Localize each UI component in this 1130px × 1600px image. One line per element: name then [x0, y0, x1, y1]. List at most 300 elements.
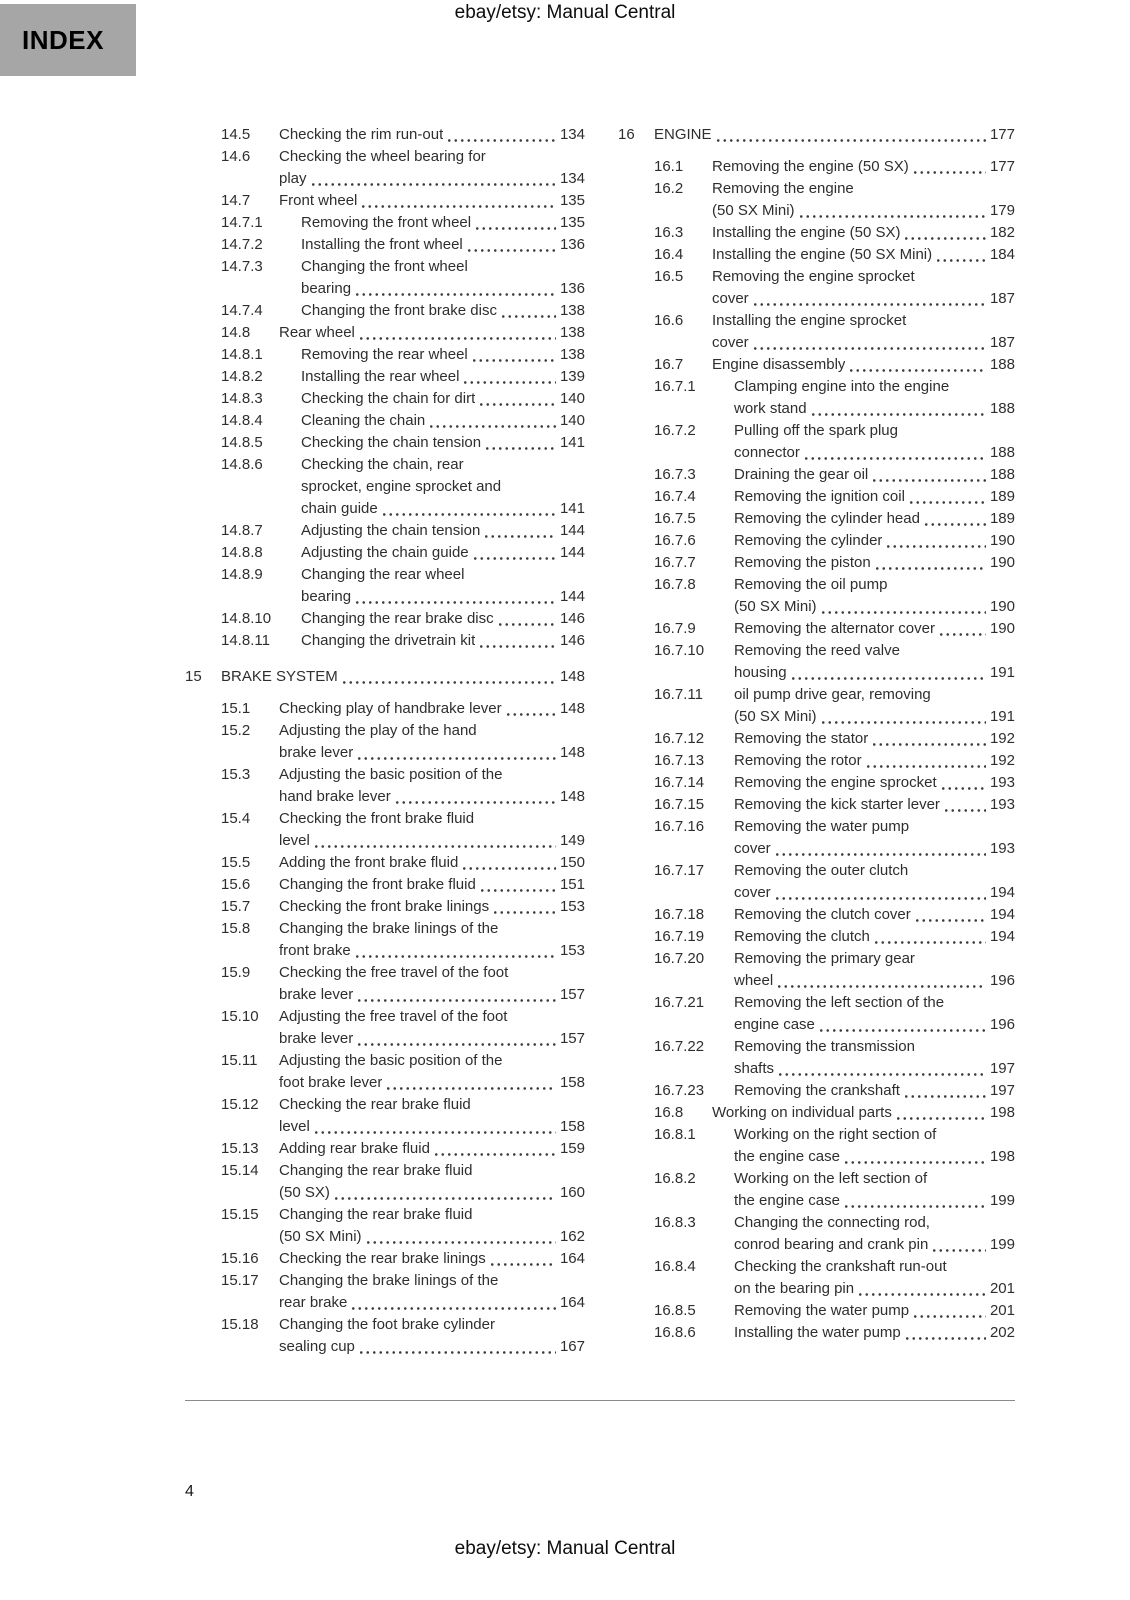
toc-entry-page: 140: [559, 412, 585, 429]
toc-entry-number: 16.7.7: [654, 554, 696, 571]
toc-entry: [221, 322, 585, 344]
toc-entry-title-line: [734, 706, 1015, 728]
toc-entry-title-block: [301, 608, 585, 630]
toc-entry-title-block: [734, 1256, 1015, 1300]
toc-entry-page: 144: [559, 544, 585, 561]
toc-entry-title-line: Checking the chain, rear: [301, 456, 464, 473]
toc-entry-page: 188: [989, 444, 1015, 461]
dot-leader: [752, 347, 986, 350]
toc-entry-title-block: [279, 1314, 585, 1358]
toc-entry-number: 15.12: [221, 1096, 259, 1113]
toc-entry-title: Adjusting the chain guide: [301, 544, 469, 561]
dot-leader: [356, 999, 556, 1002]
toc-entry-title-line: [279, 896, 585, 918]
toc-entry-title-line: [734, 750, 1015, 772]
toc-entry-number: 16.3: [654, 224, 684, 241]
toc-entry-title: Checking the chain for dirt: [301, 390, 476, 407]
toc-entry-title-block: [734, 794, 1015, 816]
toc-entry-number: 16.7.5: [654, 510, 696, 527]
dot-leader: [394, 801, 556, 804]
toc-entry-title-line: [301, 586, 585, 608]
toc-entry-number: 15.15: [221, 1206, 259, 1223]
toc-entry-title-line: [301, 410, 585, 432]
dot-leader: [752, 303, 986, 306]
toc-entry-number: 16.7.21: [654, 994, 705, 1011]
dot-leader: [492, 911, 556, 914]
toc-entry-number: 16.7.6: [654, 532, 696, 549]
toc-entry-title-line: [279, 1138, 585, 1160]
toc-entry-title-line: [279, 168, 585, 190]
dot-leader: [935, 259, 986, 262]
dot-leader: [505, 713, 556, 716]
toc-entry-page: 192: [989, 752, 1015, 769]
toc-entry-title-line: [734, 1058, 1015, 1080]
toc-entry-title-line: [734, 772, 1015, 794]
toc-entry-title-line: [301, 630, 585, 652]
toc-entry-title: Checking the chain tension: [301, 434, 482, 451]
toc-entry-number: 14.8.7: [221, 522, 263, 539]
dot-leader: [820, 721, 986, 724]
toc-entry-title-line: [279, 1226, 585, 1248]
toc-entry-title-line: [712, 244, 1015, 266]
toc-entry-title-block: [279, 1050, 585, 1094]
toc-entry: [654, 1036, 1015, 1080]
toc-entry-page: 162: [559, 1228, 585, 1245]
toc-entry-title-line: Checking the front brake fluid: [279, 810, 475, 827]
toc-entry-title-block: [301, 564, 585, 608]
page-number: 4: [185, 1483, 194, 1500]
toc-entry-title-line: Adjusting the free travel of the foot: [279, 1008, 508, 1025]
toc-entry-number: 14.8: [221, 324, 251, 341]
toc-entry-page: 148: [559, 700, 585, 717]
dot-leader: [484, 447, 556, 450]
toc-entry-title-line: [734, 1146, 1015, 1168]
toc-entry-title: housing: [734, 664, 787, 681]
toc-entry-title-block: [301, 542, 585, 564]
toc-entry: [221, 918, 585, 962]
toc-entry-number: 14.8.8: [221, 544, 263, 561]
dot-leader: [350, 1307, 556, 1310]
toc-entry-title: shafts: [734, 1060, 775, 1077]
toc-entry-page: 134: [559, 126, 585, 143]
toc-entry-page: 164: [559, 1250, 585, 1267]
toc-entry-page: 164: [559, 1294, 585, 1311]
dot-leader: [715, 139, 986, 142]
toc-entry: [221, 234, 585, 256]
toc-entry: [221, 564, 585, 608]
toc-entry-page: 198: [989, 1104, 1015, 1121]
toc-entry-title-block: [734, 420, 1015, 464]
dot-leader: [843, 1205, 986, 1208]
toc-entry-title: Checking play of handbrake lever: [279, 700, 502, 717]
toc-entry-title-block: [301, 344, 585, 366]
toc-entry-number: 16.7.14: [654, 774, 705, 791]
toc-entry-title-line: Changing the brake linings of the: [279, 1272, 499, 1289]
dot-leader: [943, 809, 986, 812]
toc-entry: [221, 1270, 585, 1314]
dot-leader: [313, 1131, 556, 1134]
toc-entry: [221, 1050, 585, 1094]
toc-entry-title-line: [301, 432, 585, 454]
toc-entry: [221, 720, 585, 764]
toc-entry-title: front brake: [279, 942, 351, 959]
toc-entry-page: 160: [559, 1184, 585, 1201]
toc-entry-page: 198: [989, 1148, 1015, 1165]
toc-entry-title-line: Removing the transmission: [734, 1038, 915, 1055]
toc-entry-title: (50 SX Mini): [734, 598, 817, 615]
toc-entry-title-line: Working on the left section of: [734, 1170, 928, 1187]
toc-entry-number: 14.5: [221, 126, 251, 143]
toc-entry-title: BRAKE SYSTEM: [221, 668, 338, 685]
toc-entry-title-line: [712, 354, 1015, 376]
dot-leader: [479, 889, 556, 892]
dot-leader: [471, 359, 556, 362]
toc-entry: [221, 1204, 585, 1248]
dot-leader: [914, 919, 986, 922]
toc-entry-title-line: [301, 498, 585, 520]
toc-entry-title-line: Changing the connecting rod,: [734, 1214, 930, 1231]
toc-entry-title: Removing the kick starter lever: [734, 796, 940, 813]
toc-entry: [221, 874, 585, 896]
toc-entry-title: level: [279, 832, 310, 849]
toc-entry: [221, 542, 585, 564]
toc-entry-number: 15.11: [221, 1052, 258, 1069]
toc-entry-page: 194: [989, 928, 1015, 945]
toc-entry: [654, 178, 1015, 222]
toc-entry-number: 14.8.2: [221, 368, 263, 385]
index-tab-label: INDEX: [22, 24, 104, 55]
dot-leader: [777, 1073, 986, 1076]
toc-entry-title-block: [301, 630, 585, 652]
toc-entry-title: Changing the front brake fluid: [279, 876, 476, 893]
toc-entry-number: 16.7.8: [654, 576, 696, 593]
toc-entry: [654, 1102, 1015, 1124]
toc-entry-title: Installing the rear wheel: [301, 368, 460, 385]
toc-entry-title: work stand: [734, 400, 807, 417]
toc-entry-page: 190: [989, 532, 1015, 549]
toc-entry-title-line: Installing the engine sprocket: [712, 312, 907, 329]
toc-entry: [221, 1138, 585, 1160]
toc-entry-title-line: [734, 618, 1015, 640]
toc-entry-title: cover: [712, 290, 749, 307]
toc-entry-title: on the bearing pin: [734, 1280, 855, 1297]
toc-entry-page: 140: [559, 390, 585, 407]
toc-entry-title-line: [654, 124, 1015, 146]
index-tab: [0, 4, 136, 76]
toc-entry-page: 139: [559, 368, 585, 385]
toc-entry-title-block: [279, 1160, 585, 1204]
toc-entry: [221, 630, 585, 652]
toc-entry-title: cover: [712, 334, 749, 351]
toc-entry-title-line: [734, 398, 1015, 420]
toc-entry-title-block: [712, 266, 1015, 310]
dot-leader: [940, 787, 986, 790]
toc-entry-page: 193: [989, 840, 1015, 857]
toc-entry-title-line: Removing the primary gear: [734, 950, 915, 967]
toc-entry-page: 177: [989, 158, 1015, 175]
toc-entry-title: hand brake lever: [279, 788, 391, 805]
dot-leader: [903, 237, 986, 240]
toc-entry-page: 159: [559, 1140, 585, 1157]
toc-entry-page: 148: [559, 788, 585, 805]
toc-entry-title-line: [279, 786, 585, 808]
toc-entry-title-line: [734, 1278, 1015, 1300]
toc-entry-number: 14.8.3: [221, 390, 263, 407]
toc-entry-title-block: [734, 860, 1015, 904]
toc-entry-number: 14.7: [221, 192, 251, 209]
dot-leader: [912, 171, 986, 174]
toc-entry-title-line: [279, 190, 585, 212]
toc-entry-title-line: Adjusting the basic position of the: [279, 766, 503, 783]
toc-entry-title-line: [279, 1336, 585, 1358]
table-of-contents: [185, 124, 1015, 1358]
toc-entry: [654, 156, 1015, 178]
dot-leader: [478, 645, 556, 648]
toc-entry-title-line: Removing the water pump: [734, 818, 910, 835]
toc-entry: [654, 904, 1015, 926]
toc-entry-title-block: [279, 1270, 585, 1314]
toc-entry-title: play: [279, 170, 307, 187]
toc-entry-title-block: [734, 992, 1015, 1036]
toc-entry-page: 189: [989, 488, 1015, 505]
toc-entry-title-line: sprocket, engine sprocket and: [301, 478, 502, 495]
toc-entry-title-block: [734, 618, 1015, 640]
toc-section-entry: [618, 124, 1015, 146]
toc-entry-title: bearing: [301, 588, 352, 605]
toc-entry-page: 187: [989, 290, 1015, 307]
toc-entry-number: 14.7.3: [221, 258, 263, 275]
toc-entry-title-block: [279, 918, 585, 962]
toc-entry-title: Removing the front wheel: [301, 214, 472, 231]
toc-entry-title-line: [301, 234, 585, 256]
dot-leader: [873, 941, 986, 944]
toc-entry-title-line: [734, 662, 1015, 684]
dot-leader: [356, 757, 556, 760]
toc-entry-title-block: [279, 1094, 585, 1138]
toc-entry: [654, 618, 1015, 640]
toc-entry-title-block: [734, 1300, 1015, 1322]
toc-entry-number: 16.6: [654, 312, 684, 329]
toc-entry-title-block: [301, 454, 585, 520]
toc-entry-title-line: [712, 200, 1015, 222]
toc-entry-title-line: [734, 442, 1015, 464]
toc-entry-page: 199: [989, 1192, 1015, 1209]
dot-leader: [428, 425, 556, 428]
toc-entry-title-line: [279, 742, 585, 764]
toc-entry-title-line: Removing the outer clutch: [734, 862, 909, 879]
toc-entry-number: 15.1: [221, 700, 251, 717]
toc-entry: [654, 1080, 1015, 1102]
dot-leader: [798, 215, 986, 218]
toc-entry-title-block: [301, 300, 585, 322]
toc-entry-number: 16.7: [654, 356, 684, 373]
toc-entry-title-line: [734, 552, 1015, 574]
toc-entry-title-line: [221, 666, 585, 688]
dot-leader: [466, 249, 556, 252]
toc-entry-title-line: oil pump drive gear, removing: [734, 686, 931, 703]
toc-entry-page: 138: [559, 346, 585, 363]
toc-entry-number: 16.8.1: [654, 1126, 696, 1143]
toc-entry-number: 15.13: [221, 1140, 259, 1157]
toc-entry-title: the engine case: [734, 1148, 840, 1165]
toc-entry-title-line: Checking the rear brake fluid: [279, 1096, 471, 1113]
dot-leader: [774, 897, 986, 900]
toc-entry-page: 149: [559, 832, 585, 849]
toc-entry-page: 197: [989, 1082, 1015, 1099]
toc-entry-title-line: [712, 222, 1015, 244]
toc-entry: [221, 608, 585, 630]
toc-entry-title-block: [734, 574, 1015, 618]
toc-entry-number: 15.7: [221, 898, 251, 915]
toc-entry-title: Checking the rear brake linings: [279, 1250, 486, 1267]
toc-entry-number: 14.7.4: [221, 302, 263, 319]
toc-entry-page: 138: [559, 324, 585, 341]
toc-entry: [654, 816, 1015, 860]
toc-entry-number: 16.7.17: [654, 862, 705, 879]
toc-entry-title: Installing the engine (50 SX Mini): [712, 246, 933, 263]
toc-entry-title-block: [301, 432, 585, 454]
toc-entry: [654, 266, 1015, 310]
toc-entry-page: 196: [989, 972, 1015, 989]
toc-entry-title-line: [301, 300, 585, 322]
toc-entry-page: 138: [559, 302, 585, 319]
toc-entry-number: 15.6: [221, 876, 251, 893]
toc-entry-title-line: Changing the rear brake fluid: [279, 1206, 473, 1223]
toc-entry-number: 16.8: [654, 1104, 684, 1121]
dot-leader: [446, 139, 556, 142]
dot-leader: [903, 1095, 986, 1098]
toc-entry-number: 16.8.4: [654, 1258, 696, 1275]
toc-entry-title-line: Removing the reed valve: [734, 642, 900, 659]
dot-leader: [381, 513, 556, 516]
toc-entry-title-block: [301, 212, 585, 234]
toc-entry-page: 191: [989, 664, 1015, 681]
toc-entry-number: 15.4: [221, 810, 251, 827]
toc-entry-title-line: [279, 984, 585, 1006]
dot-leader: [462, 381, 556, 384]
dot-leader: [874, 567, 986, 570]
toc-entry-title: Changing the drivetrain kit: [301, 632, 476, 649]
toc-entry-title: Adding the front brake fluid: [279, 854, 459, 871]
toc-entry-page: 191: [989, 708, 1015, 725]
toc-entry: [221, 852, 585, 874]
toc-entry-title-block: [734, 552, 1015, 574]
toc-entry-number: 16.7.11: [654, 686, 703, 703]
toc-entry: [654, 772, 1015, 794]
toc-entry: [654, 992, 1015, 1036]
toc-entry-title-block: [734, 640, 1015, 684]
toc-entry-title: (50 SX Mini): [279, 1228, 362, 1245]
toc-entry-page: 188: [989, 356, 1015, 373]
toc-entry-title: wheel: [734, 972, 774, 989]
toc-entry-title-block: [301, 256, 585, 300]
toc-entry: [654, 1322, 1015, 1344]
toc-entry-title-line: [301, 344, 585, 366]
toc-entry-number: 16.8.2: [654, 1170, 696, 1187]
toc-entry-title-block: [279, 322, 585, 344]
toc-entry-title-block: [279, 124, 585, 146]
toc-entry-title-line: [734, 1300, 1015, 1322]
toc-entry-title-line: Adjusting the play of the hand: [279, 722, 477, 739]
toc-entry-number: 16.7.13: [654, 752, 705, 769]
toc-entry-title-line: Removing the left section of the: [734, 994, 945, 1011]
toc-entry-title-line: [734, 1190, 1015, 1212]
toc-entry-title-block: [301, 410, 585, 432]
toc-entry-title: bearing: [301, 280, 352, 297]
toc-column-left: [185, 124, 585, 1358]
toc-entry: [654, 552, 1015, 574]
toc-entry-number: 16.7.1: [654, 378, 696, 395]
toc-entry-title-block: [712, 156, 1015, 178]
toc-entry: [221, 146, 585, 190]
toc-entry-title-line: [734, 508, 1015, 530]
toc-entry: [654, 574, 1015, 618]
toc-entry-title: (50 SX Mini): [712, 202, 795, 219]
toc-entry-title: Removing the piston: [734, 554, 871, 571]
dot-leader: [354, 293, 556, 296]
toc-entry-title: Installing the engine (50 SX): [712, 224, 901, 241]
toc-entry: [654, 354, 1015, 376]
toc-entry-number: 15.10: [221, 1008, 259, 1025]
toc-entry-title-line: Removing the engine: [712, 180, 854, 197]
toc-entry-title-block: [279, 962, 585, 1006]
toc-entry-number: 16.5: [654, 268, 684, 285]
toc-entry-title-line: Changing the front wheel: [301, 258, 468, 275]
dot-leader: [341, 681, 556, 684]
toc-entry-number: 15.9: [221, 964, 251, 981]
toc-entry: [221, 410, 585, 432]
dot-leader: [356, 1043, 556, 1046]
toc-entry-title: connector: [734, 444, 800, 461]
toc-entry-title: cover: [734, 884, 771, 901]
dot-leader: [871, 743, 986, 746]
toc-entry: [221, 300, 585, 322]
toc-entry-title-block: [279, 1248, 585, 1270]
toc-entry-title: (50 SX): [279, 1184, 330, 1201]
toc-entry-title-block: [301, 520, 585, 542]
toc-entry-title-block: [734, 530, 1015, 552]
toc-entry-page: 202: [989, 1324, 1015, 1341]
toc-entry-title: Removing the rotor: [734, 752, 862, 769]
toc-entry-title-block: [279, 1204, 585, 1248]
toc-entry: [654, 1212, 1015, 1256]
dot-leader: [478, 403, 556, 406]
toc-entry-page: 192: [989, 730, 1015, 747]
toc-entry-title-line: [734, 904, 1015, 926]
toc-entry: [654, 530, 1015, 552]
toc-entry-title-block: [279, 146, 585, 190]
toc-entry-title: Installing the front wheel: [301, 236, 463, 253]
toc-entry-page: 188: [989, 400, 1015, 417]
toc-entry-title: brake lever: [279, 986, 354, 1003]
toc-entry-number: 16.2: [654, 180, 684, 197]
toc-entry-title-line: [279, 124, 585, 146]
dot-leader: [820, 611, 986, 614]
toc-entry-title: Removing the clutch cover: [734, 906, 911, 923]
toc-entry-page: 177: [989, 126, 1015, 143]
toc-entry-page: 194: [989, 906, 1015, 923]
toc-entry-title-block: [734, 486, 1015, 508]
dot-leader: [904, 1337, 986, 1340]
toc-entry-title: Adding rear brake fluid: [279, 1140, 430, 1157]
toc-entry-number: 16.7.20: [654, 950, 705, 967]
toc-entry-title: Installing the water pump: [734, 1324, 901, 1341]
toc-entry-title-line: [734, 1322, 1015, 1344]
toc-entry: [654, 222, 1015, 244]
toc-entry-number: 15.16: [221, 1250, 259, 1267]
header-title: ebay/etsy: Manual Central: [454, 2, 676, 23]
dot-leader: [489, 1263, 556, 1266]
